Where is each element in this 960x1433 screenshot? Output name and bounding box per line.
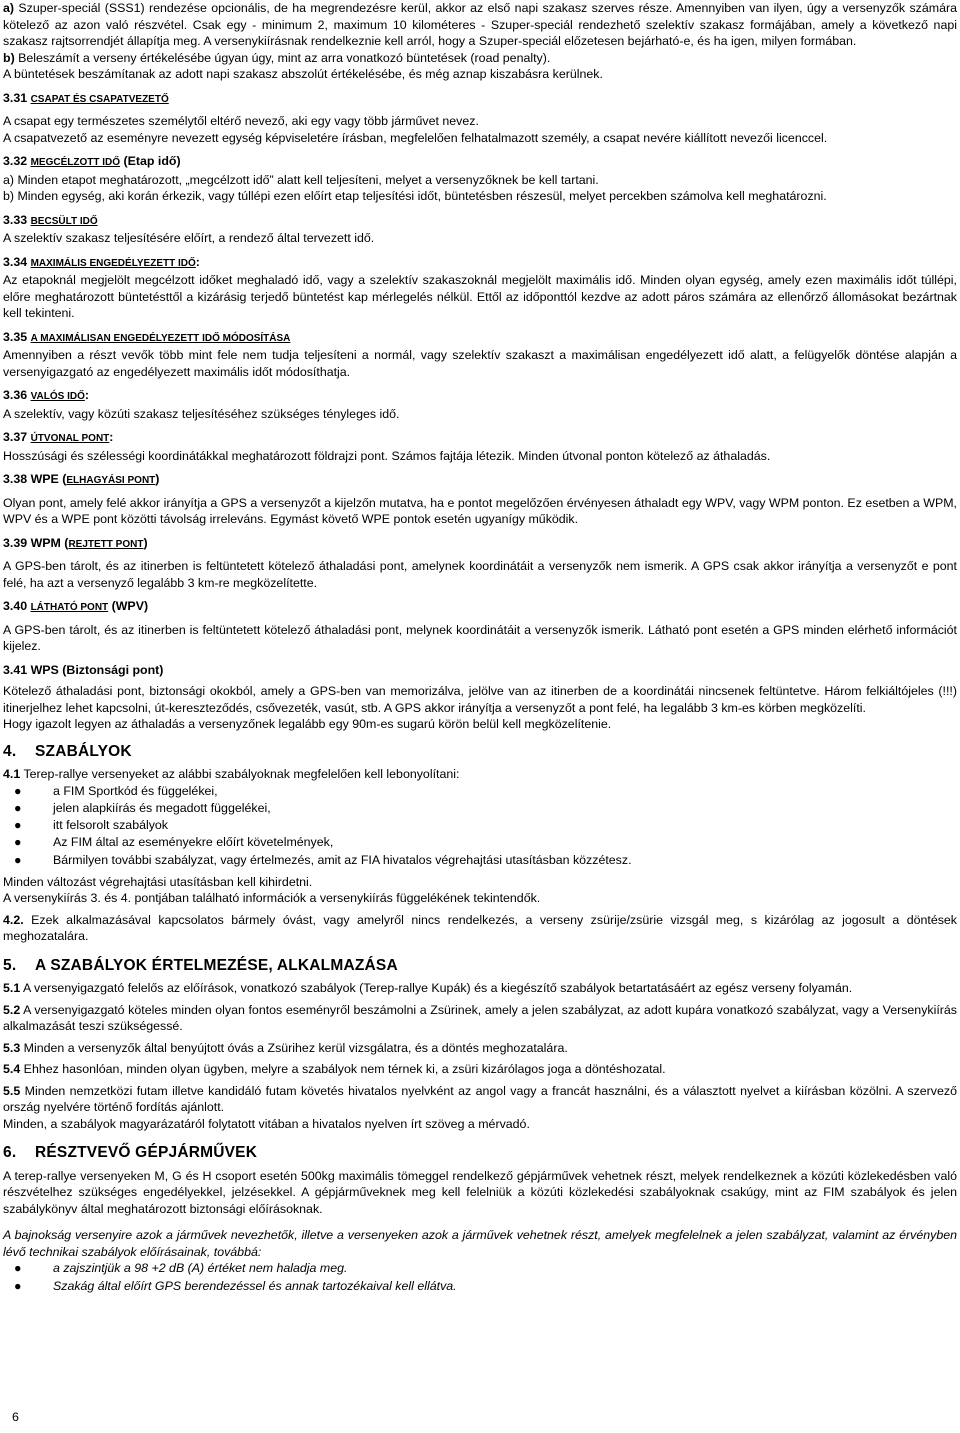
section-3-31-p2: A csapatvezető az eseményre nevezett egység képviseletére írásban, megfelelően felhatalmazott személy, a csapat nevére kiállított nevezői licenccel.: [3, 130, 828, 145]
section-3-35-heading: 3.35 A MAXIMÁLISAN ENGEDÉLYEZETT IDŐ MÓDOSÍTÁSA: [3, 329, 291, 344]
section-5-3: 5.3 Minden a versenyzők által benyújtott óvás a Zsürihez kerül vizsgálatra, és a döntés meghozatalára.: [3, 1040, 568, 1055]
chapter-5-heading: 5. A SZABÁLYOK ÉRTELMEZÉSE, ALKALMAZÁSA: [3, 956, 398, 974]
vehicle-requirements-list: [3, 1260, 957, 1295]
section-4-2: 4.2. Ezek alkalmazásával kapcsolatos bármely óvást, vagy amelyről nincs rendelkezés, a verseny zsürije/zsürie vizsgál meg, s kizárólag az jogosult a döntések meghozatalára.: [3, 912, 957, 944]
section-4-1-p2: A versenykiírás 3. és 4. pontjában található információk a versenykiírás függelékének tekintendők.: [3, 891, 541, 906]
section-3-40-heading: 3.40 LÁTHATÓ PONT (WPV): [3, 599, 149, 613]
section-6-p1: A terep-rallye versenyeken M, G és H csoport esetén 500kg maximális tömeggel rendelkező gépjárművek vehetnek részt, melyek rendelkeznek a közúti közlekedésben való részvételhez szükséges engedélyekkel, jelzésekkel. A gépjárműveknek meg kell felelniük a közúti közlekedési szabályoknak csakúgy, mint az FIM szabályok és jelen szabálykönyv által meghatározott biztonsági előírásoknak.: [3, 1168, 957, 1216]
intro-paragraph-a: [3, 0, 957, 50]
section-3-41-heading: 3.41 WPS (Biztonsági pont): [3, 662, 164, 677]
section-3-32-heading: 3.32 MEGCÉLZOTT IDŐ (Etap idő): [3, 154, 181, 168]
section-3-38-p1: Olyan pont, amely felé akkor irányítja a GPS a versenyzőt a kijelzőn mutatva, ha e pontot megelőzően érvényesen áthaladt egy WPV, vagy WPM ponton. Ez esetben a WPM, WPV és a WPE pont közötti távolság irreleváns. Egymást követő WPE pontok esetén ugyanígy működik.: [3, 495, 957, 526]
list-item: ● Szakág által előírt GPS berendezéssel és annak tartozékaival kell ellátva.: [14, 1278, 457, 1293]
section-4-1-p1: Minden változást végrehajtási utasításban kell kihirdetni.: [3, 874, 313, 889]
section-5-1: 5.1 A versenyigazgató felelős az előírások, vonatkozó szabályok (Terep-rallye Kupák) és a kiegészítő szabályok betartatásáért az egész verseny folyamán.: [3, 981, 853, 996]
list-item: ● a FIM Sportkód és függelékei,: [14, 783, 218, 798]
intro-a-label: a): [3, 1, 15, 15]
section-3-33-heading: 3.33 BECSÜLT IDŐ: [3, 212, 98, 227]
intro-paragraph-b: [3, 50, 957, 67]
section-3-36-p1: A szelektív, vagy közúti szakasz teljesítéséhez szükséges tényleges idő.: [3, 406, 400, 421]
section-6-p2: A bajnokság versenyire azok a járművek nevezhetők, illetve a versenyeken azok a járművek vehetnek részt, amelyek megfelelnek a jelen szabályzat, valamint az érvényben lévő technikai szabályok előírásainak, továbbá:: [3, 1228, 957, 1259]
section-3-35-p1: Amennyiben a részt vevők több mint fele nem tudja teljesíteni a normál, vagy szelektív szakaszt a maximálisan engedélyezett idő alatt, a felügyelők döntése alapján a versenyigazgató az engedélyezett maximális időt módosíthatja.: [3, 348, 957, 379]
section-3-37-p1: Hosszúsági és szélességi koordinátákkal meghatározott földrajzi pont. Számos fajtája létezik. Minden útvonal ponton kötelező az áthaladás.: [3, 448, 771, 463]
section-3-39-heading: 3.39 WPM (REJTETT PONT): [3, 535, 148, 550]
rules-list: [3, 783, 957, 869]
section-3-32-p1: a) Minden etapot meghatározott, „megcélzott idő” alatt kell teljesíteni, melyet a versenyzőknek be kell tartani.: [3, 172, 599, 187]
section-3-31-p1: A csapat egy természetes személytől eltérő nevező, aki egy vagy több járművet nevez.: [3, 114, 479, 128]
chapter-6-heading: 6. RÉSZTVEVŐ GÉPJÁRMŰVEK: [3, 1144, 258, 1162]
intro-a-text: Szuper-speciál (SSS1) rendezése opcionális, de ha megrendezésre kerül, akkor az első napi szakasz szerves része. Amennyiben van ilyen, úgy a versenyzők számára kötelező az azon való részvétel. Csak egy - minimum 2, maximum 10 kilométeres - Szuper-speciál rendezhető szelektív szakasz formájában, amely a következő napi szakasz rajtsorrendjét állapítja meg. A versenykiírásnak rendelkeznie kell arról, hogy a Szuper-speciál előzetesen bejárható-e, és ha igen, milyen formában.: [3, 1, 957, 48]
list-item: ● itt felsorolt szabályok: [14, 818, 169, 833]
list-item: ● a zajszintjük a 98 +2 dB (A) értéket nem haladja meg.: [14, 1261, 348, 1276]
document-page: [3, 0, 957, 1295]
section-3-39-p1: A GPS-ben tárolt, és az itinerben is feltüntetett kötelező áthaladási pont, amelynek koordinátáit a versenyzők nem ismerik. A GPS csak akkor irányítja a versenyzőt e pont felé, ha azt a versenyző legalább 3 km-re megközelítette.: [3, 559, 957, 590]
chapter-4-heading: 4. SZABÁLYOK: [3, 742, 132, 760]
section-3-41-p1: Kötelező áthaladási pont, biztonsági okokból, amely a GPS-ben van memorizálva, jelölve van az itinerben de a koordinátái nincsenek feltüntetve. Három felkiáltójeles (!!!) itinerjelhez lehet kapcsolni, út-kereszteződés, csővezeték, vasút, stb. A GPS akkor irányítja a versenyzőt a pont felé, ha legalább 3 km-es körben megközelíti.: [3, 684, 957, 715]
page-number: 6: [12, 1410, 19, 1424]
section-5-4: 5.4 Ehhez hasonlóan, minden olyan ügyben, melyre a szabályok nem térnek ki, a zsüri kizárólagos joga a döntéshozatal.: [3, 1062, 666, 1077]
section-3-41-p2: Hogy igazolt legyen az áthaladás a versenyzőnek legalább egy 90m-es sugarú körön belül kell megközelítenie.: [3, 717, 612, 731]
intro-b-text: Beleszámít a verseny értékelésébe úgyan úgy, mint az arra vonatkozó büntetések (road penalty).: [14, 50, 551, 65]
list-item: ● Bármilyen további szabályzat, vagy értelmezés, amit az FIA hivatalos végrehajtási utasításban közzétesz.: [14, 852, 632, 867]
intro-b-label: b): [3, 50, 15, 65]
section-5-p1: Minden, a szabályok magyarázatáról folytatott vitában a hivatalos nyelven írt szöveg a mérvadó.: [3, 1116, 530, 1131]
section-3-37-heading: 3.37 ÚTVONAL PONT:: [3, 430, 114, 444]
list-item: ● jelen alapkiírás és megadott függelékei,: [14, 800, 271, 815]
intro-paragraph-c: A büntetések beszámítanak az adott napi szakasz abszolút értékelésébe, és még aznap kiszabásra kerülnek.: [3, 67, 603, 81]
section-3-38-heading: 3.38 WPE (ELHAGYÁSI PONT): [3, 472, 160, 486]
section-5-2: 5.2 A versenyigazgató köteles minden olyan fontos eseményről beszámolni a Zsürinek, amely a jelen szabályzat, az adott kupára vonatkozó szabályzat, vagy a Versenykiírás alkalmazását teszi szükségessé.: [3, 1002, 957, 1034]
list-item: ● Az FIM által az eseményekre előírt követelmények,: [14, 835, 334, 850]
section-3-36-heading: 3.36 VALÓS IDŐ:: [3, 388, 89, 402]
section-3-31-heading: 3.31 CSAPAT ÉS CSAPATVEZETŐ: [3, 90, 169, 105]
section-3-32-p2: b) Minden egység, aki korán érkezik, vagy túllépi ezen előírt etap teljesítési időt, büntetésben részesül, melyet percekben számolva kell meghatározni.: [3, 189, 827, 203]
section-5-5: 5.5 Minden nemzetközi futam illetve kandidáló futam követés hivatalos nyelvként az angol vagy a francát használni, és a választott nyelvet a kiírásban közölni. A szervező ország nyelvére történő fordítás ajánlott.: [3, 1083, 957, 1115]
section-3-34-heading: 3.34 MAXIMÁLIS ENGEDÉLYEZETT IDŐ:: [3, 254, 200, 269]
section-3-34-p1: Az etapoknál megjelölt megcélzott időket meghaladó idő, vagy a szelektív szakaszoknál megjelölt maximális idő. Minden olyan egység, amely ezen maximális időt túllépi, előre meghatározott büntetésttől a kizárásig terjedő büntetést kap mérlegelés nélkül. Ettől az időponttól kezdve az adott páros számára az ellenőrző állomásokat bezártnak kell tekinteni.: [3, 273, 957, 320]
section-4-1: 4.1 Terep-rallye versenyeket az alábbi szabályoknak megfelelően kell lebonyolítani:: [3, 767, 460, 781]
section-3-40-p1: A GPS-ben tárolt, és az itinerben is feltüntetett kötelező áthaladási pont, melynek koordinátáit a versenyzők ismerik. Látható pont esetén a GPS minden elérhető információt kijelez.: [3, 622, 957, 653]
section-3-33-p1: A szelektív szakasz teljesítésére előírt, a rendező által tervezett idő.: [3, 231, 375, 245]
